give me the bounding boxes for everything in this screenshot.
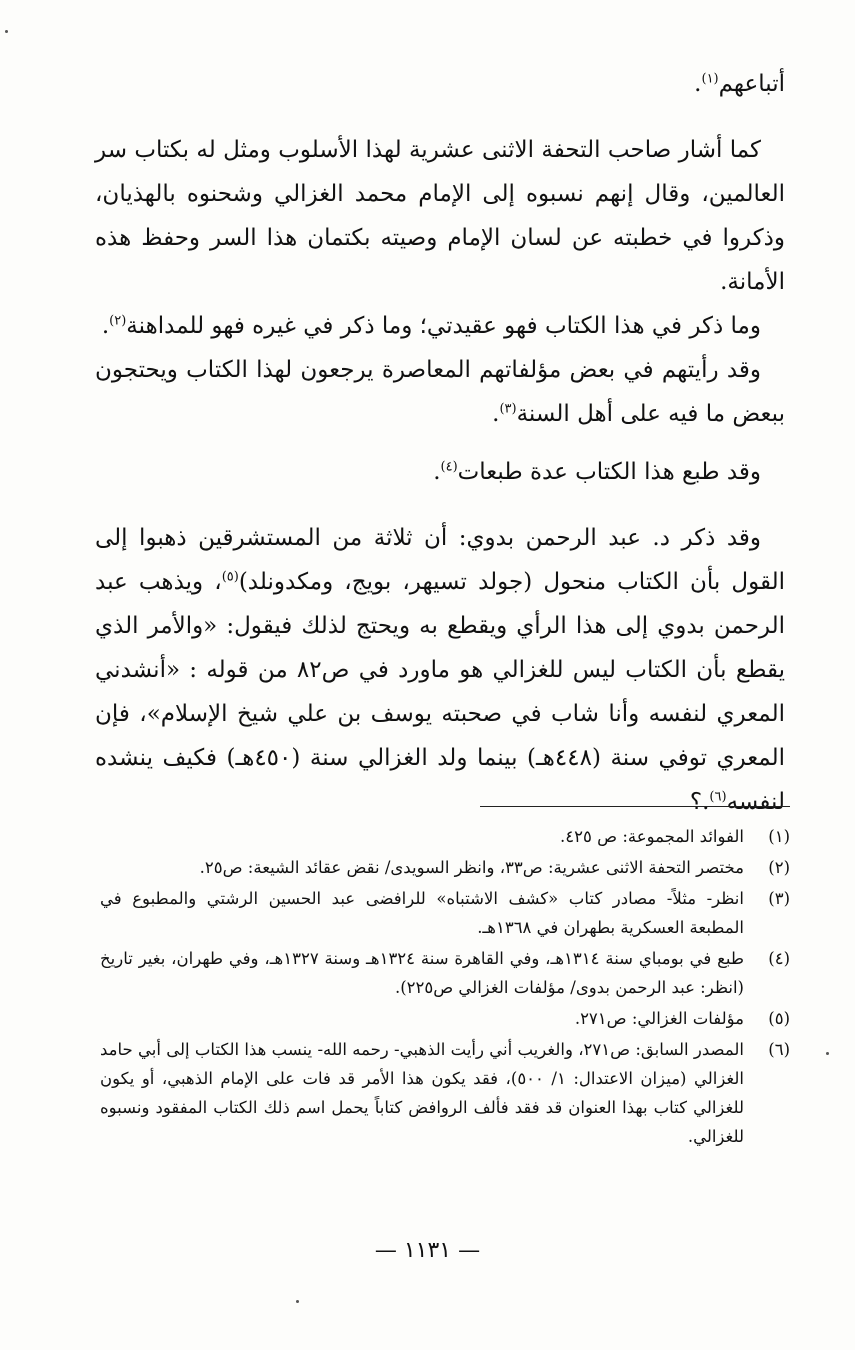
footnote-separator xyxy=(480,806,790,807)
footnote-number: (٣) xyxy=(768,889,790,908)
footnote-ref-6[interactable]: (٦) xyxy=(709,789,727,805)
paragraph-3: وما ذكر في هذا الكتاب فهو عقيدتي؛ وما ذكر في غيره فهو للمداهنة$^{(٢)}$. xyxy=(101,313,761,339)
footnote-number: (٢) xyxy=(768,858,790,877)
footnote-number: (٤) xyxy=(768,949,790,968)
footnotes xyxy=(100,822,790,1153)
footnote-number: (١) xyxy=(768,827,790,846)
footnote-5 xyxy=(100,1004,790,1033)
paragraph-2: كما أشار صاحب التحفة الاثنى عشرية لهذا الأسلوب ومثل له بكتاب سر العالمين، وقال إنهم نسبوه إلى الإمام محمد الغزالي وشحنوه بالهذيان، وذكروا في خطبته عن لسان الإمام وصيته بكتمان هذا السر وحفظ هذه الأمانة. xyxy=(95,137,785,295)
paragraph-6: وقد ذكر د. عبد الرحمن بدوي: أن ثلاثة من المستشرقين ذهبوا إلى القول بأن الكتاب منحول (جولد تسيهر، بويج، ومكدونلد)$^{(٥)}$، ويذهب عبد الرحمن بدوي إلى هذا الرأي ويقطع به ويحتج لذلك فيقول: «والأمر الذي يقطع بأن الكتاب ليس للغزالي هو ماورد في ص٨٢ من قوله : «أنشدني المعري لنفسه وأنا شاب في صحبته يوسف بن علي شيخ الإسلام»، فإن المعري توفي سنة (٤٤٨هـ) بينما ولد الغزالي سنة (٤٥٠هـ) فكيف ينشده لنفسه$^{(٦)}$.؟ xyxy=(95,525,785,815)
footnote-6 xyxy=(100,1035,790,1151)
footnote-1 xyxy=(100,822,790,851)
footnote-ref-2[interactable]: (٢) xyxy=(109,313,127,329)
scan-speck xyxy=(826,1052,829,1055)
main-text xyxy=(95,62,785,824)
footnote-2 xyxy=(100,853,790,882)
footnote-number: (٥) xyxy=(768,1009,790,1028)
footnote-ref-3[interactable]: (٣) xyxy=(499,401,517,417)
footnote-text: انظر- مثلاً- مصادر كتاب «كشف الاشتباه» للرافضى عبد الحسين الرشتي والمطبوع في المطبعة العسكرية بطهران في ١٣٦٨هـ. xyxy=(100,889,744,937)
footnote-text: الفوائد المجموعة: ص ٤٢٥. xyxy=(560,827,744,846)
scan-speck xyxy=(5,30,8,33)
footnote-ref-1[interactable]: (١) xyxy=(701,71,719,87)
footnote-ref-5[interactable]: (٥) xyxy=(221,569,239,585)
footnote-text: المصدر السابق: ص٢٧١، والغريب أني رأيت الذهبي- رحمه الله- ينسب هذا الكتاب إلى أبي حامد الغزالي (ميزان الاعتدال: ١/ ٥٠٠)، فقد يكون هذا الأمر قد فات على الإمام الذهبي، أو يكون للغزالي كتاب بهذا العنوان قد فقد فألف الروافض كتاباً يحمل اسم ذلك الكتاب المفقود ونسبوه للغزالي. xyxy=(100,1040,745,1146)
footnote-number: (٦) xyxy=(768,1040,790,1059)
footnote-3 xyxy=(100,884,790,942)
footnote-ref-4[interactable]: (٤) xyxy=(440,459,458,475)
footnote-4 xyxy=(100,944,790,1002)
paragraph-1: أتباعهم$^{(١)}$. xyxy=(694,71,785,97)
page-number: — ١١٣١ — xyxy=(374,1238,481,1263)
scan-speck xyxy=(296,1300,299,1303)
paragraph-4: وقد رأيتهم في بعض مؤلفاتهم المعاصرة يرجعون لهذا الكتاب ويحتجون ببعض ما فيه على أهل السنة$^{(٣)}$. xyxy=(95,357,785,427)
footnote-text: مختصر التحفة الاثنى عشرية: ص٣٣، وانظر السويدى/ نقض عقائد الشيعة: ص٢٥. xyxy=(199,858,744,877)
footnote-text: طبع في بومباي سنة ١٣١٤هـ، وفي القاهرة سنة ١٣٢٤هـ وسنة ١٣٢٧هـ، وفي طهران، بغير تاريخ (انظر: عبد الرحمن بدوى/ مؤلفات الغزالي ص٢٢٥). xyxy=(100,949,744,997)
footnote-text: مؤلفات الغزالي: ص٢٧١. xyxy=(574,1009,744,1028)
paragraph-5: وقد طبع هذا الكتاب عدة طبعات$^{(٤)}$. xyxy=(433,459,761,485)
